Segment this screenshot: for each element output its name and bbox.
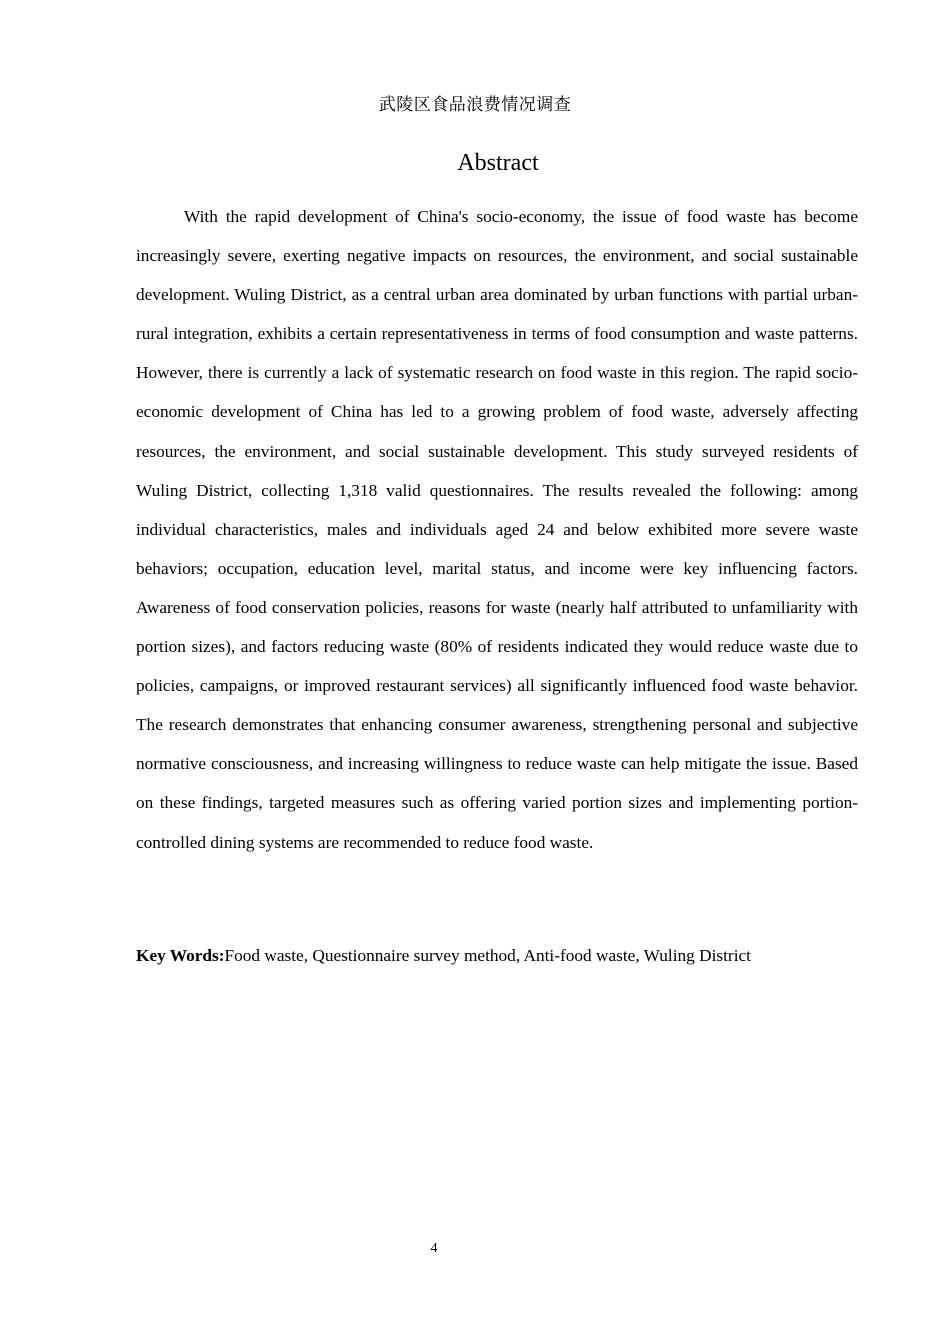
abstract-heading: Abstract [457, 150, 539, 176]
document-header-title: 武陵区食品浪费情况调查 [378, 95, 572, 115]
page-number: 4 [430, 1241, 438, 1256]
abstract-body: With the rapid development of China's socio-economy, the issue of food waste has become increasingly severe, exerting negative impacts on resources, the environment, and social sustainable development. Wuling District, as a central urban area dominated by urban functions with partial urban-rural integration, exhibits a certain representativeness in terms of food consumption and waste patterns. However, there is currently a lack of systematic research on food waste in this region. The rapid socio-economic development of China has led to a growing problem of food waste, adversely affecting resources, the environment, and social sustainable development. This study surveyed residents of Wuling District, collecting 1,318 valid questionnaires. The results revealed the following: among individual characteristics, males and individuals aged 24 and below exhibited more severe waste behaviors; occupation, education level, marital status, and income were key influencing factors. Awareness of food conservation policies, reasons for waste (nearly half attributed to unfamiliarity with portion sizes), and factors reducing waste (80% of residents indicated they would reduce waste due to policies, campaigns, or improved restaurant services) all significantly influenced food waste behavior. The research demonstrates that enhancing consumer awareness, strengthening personal and subjective normative consciousness, and increasing willingness to reduce waste can help mitigate the issue. Based on these findings, targeted measures such as offering varied portion sizes and implementing portion-controlled dining systems are recommended to reduce food waste. [136, 207, 858, 852]
keywords-label: Key Words: [136, 946, 225, 965]
keywords-text: Food waste, Questionnaire survey method, Anti-food waste, Wuling District [224, 946, 751, 965]
keywords-line [136, 943, 858, 969]
